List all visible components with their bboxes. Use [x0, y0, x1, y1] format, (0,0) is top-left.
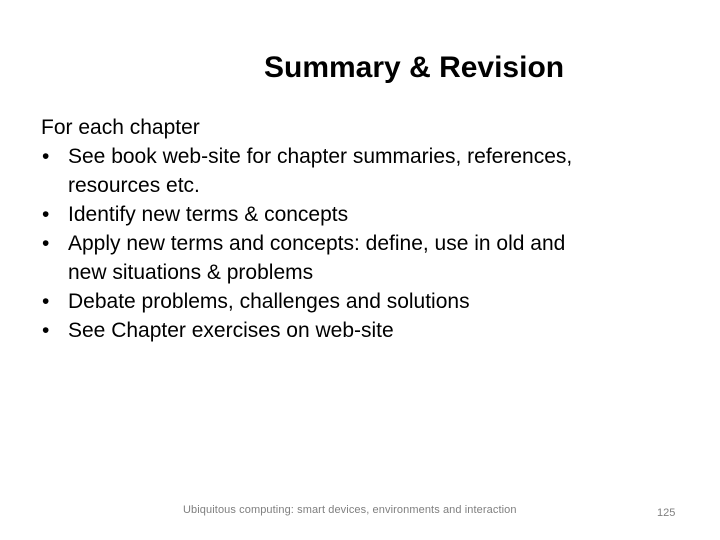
bullet-text-line: See Chapter exercises on web-site	[68, 319, 394, 342]
bullet-text-line: new situations & problems	[68, 261, 314, 284]
bullet-marker: •	[42, 232, 50, 255]
bullet-marker: •	[42, 203, 50, 226]
bullet-marker: •	[42, 319, 50, 342]
slide-content	[41, 113, 681, 345]
bullet-text-line: resources etc.	[68, 174, 200, 197]
bullet-marker: •	[42, 290, 50, 313]
bullet-list	[41, 142, 681, 345]
bullet-item	[41, 142, 681, 200]
intro-text: For each chapter	[41, 116, 200, 139]
bullet-text-line: Debate problems, challenges and solutions	[68, 290, 470, 313]
bullet-text-line: See book web-site for chapter summaries, references,	[68, 145, 573, 168]
slide-title: Summary & Revision	[264, 51, 565, 84]
bullet-marker: •	[42, 145, 50, 168]
slide-footer: Ubiquitous computing: smart devices, environments and interaction	[183, 504, 517, 516]
bullet-item	[41, 229, 681, 287]
page-number: 125	[657, 507, 676, 519]
bullet-item	[41, 287, 681, 316]
bullet-item	[41, 316, 681, 345]
bullet-item	[41, 200, 681, 229]
bullet-text-line: Apply new terms and concepts: define, use in old and	[68, 232, 566, 255]
bullet-text-line: Identify new terms & concepts	[68, 203, 349, 226]
